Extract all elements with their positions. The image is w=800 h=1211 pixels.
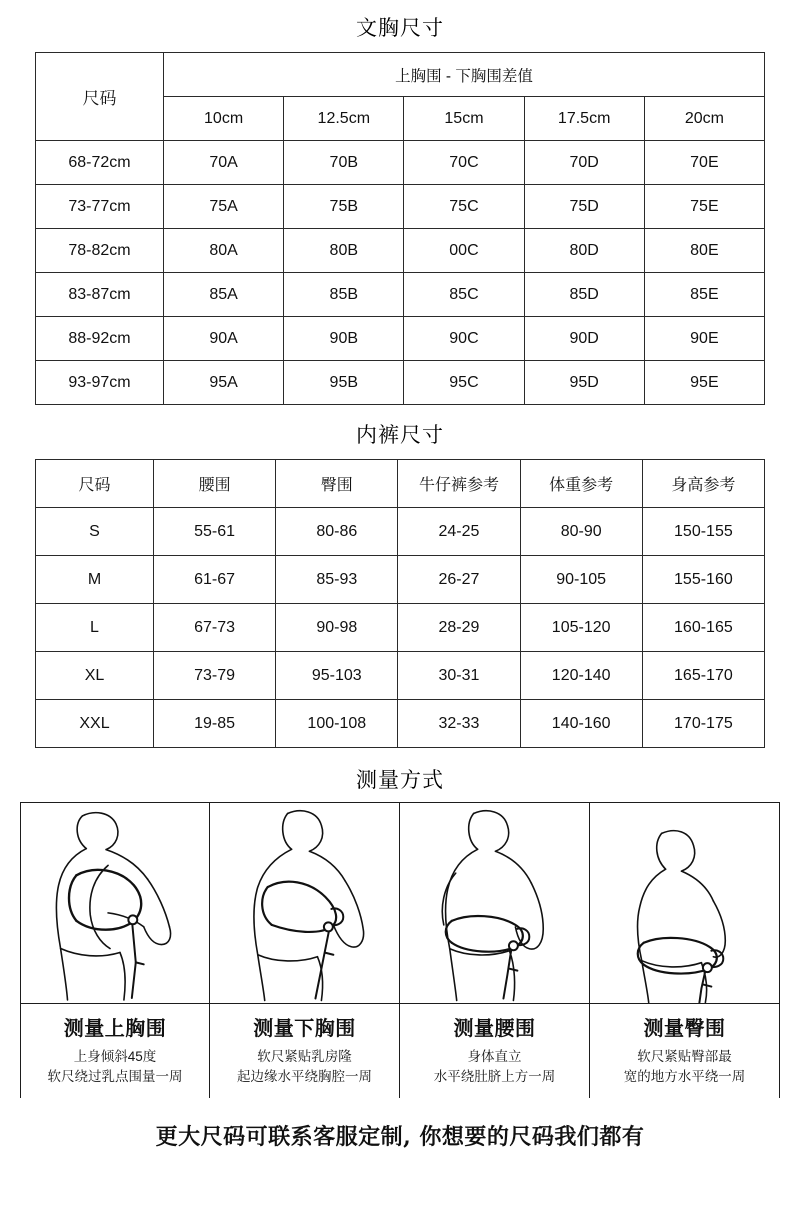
- measure-section-title: 测量方式: [356, 769, 444, 792]
- footer-note: 更大尺码可联系客服定制, 你想要的尺码我们都有: [155, 1123, 645, 1150]
- bra-cell: 80A: [164, 229, 284, 273]
- measure-caption-title: 测量腰围: [453, 1018, 536, 1040]
- upper-bust-measure-icon: [21, 803, 209, 1003]
- table-row: [36, 700, 765, 748]
- panty-cell: 73-79: [154, 652, 276, 700]
- measure-caption-line2: 起边缘水平绕胸腔一周: [237, 1069, 372, 1085]
- table-row: [36, 652, 765, 700]
- measure-caption-title: 测量上胸围: [63, 1018, 167, 1040]
- under-bust-measure-icon: [210, 803, 399, 1003]
- panty-cell: 90-98: [276, 604, 398, 652]
- bra-cell: 70D: [524, 141, 644, 185]
- bra-cell: 90E: [644, 317, 764, 361]
- panty-cell: 30-31: [398, 652, 520, 700]
- panty-cell: 165-170: [642, 652, 764, 700]
- measure-caption: [21, 1003, 209, 1098]
- bra-col-12-5cm: 12.5cm: [284, 97, 404, 141]
- table-row: [36, 604, 765, 652]
- panty-cell: M: [36, 556, 154, 604]
- panty-cell: 100-108: [276, 700, 398, 748]
- bra-cell: 70B: [284, 141, 404, 185]
- table-row: [36, 317, 765, 361]
- panty-cell: XL: [36, 652, 154, 700]
- panty-cell: 95-103: [276, 652, 398, 700]
- panty-cell: 32-33: [398, 700, 520, 748]
- measure-caption-line2: 水平绕肚脐上方一周: [433, 1069, 556, 1085]
- panty-cell: 90-105: [520, 556, 642, 604]
- panty-header-weight: 体重参考: [520, 460, 642, 508]
- panty-cell: 85-93: [276, 556, 398, 604]
- table-row: [36, 508, 765, 556]
- bra-cell: 80E: [644, 229, 764, 273]
- bra-row-label: 83-87cm: [36, 273, 164, 317]
- bra-cell: 75D: [524, 185, 644, 229]
- bra-cell: 85D: [524, 273, 644, 317]
- measure-item-upper-bust: [20, 803, 210, 1098]
- bra-cell: 80D: [524, 229, 644, 273]
- measure-caption: [590, 1003, 779, 1098]
- panty-section-title: 内裤尺寸: [356, 424, 444, 447]
- measure-caption: [210, 1003, 399, 1098]
- measure-caption: [400, 1003, 589, 1098]
- bra-cell: 75C: [404, 185, 524, 229]
- table-header-row: [36, 460, 765, 508]
- measure-caption-line1: 软尺紧贴臀部最: [637, 1049, 732, 1064]
- bra-cell: 85E: [644, 273, 764, 317]
- measure-caption-title: 测量下胸围: [253, 1018, 356, 1040]
- size-guide-page: [0, 12, 800, 1211]
- hip-measure-icon: [590, 803, 779, 1003]
- panty-cell: 150-155: [642, 508, 764, 556]
- bra-cell: 00C: [404, 229, 524, 273]
- bra-row-label: 68-72cm: [36, 141, 164, 185]
- bra-cell: 70E: [644, 141, 764, 185]
- panty-header-jeans: 牛仔裤参考: [398, 460, 520, 508]
- bra-cell: 90D: [524, 317, 644, 361]
- measure-item-under-bust: [210, 803, 400, 1098]
- panty-cell: 61-67: [154, 556, 276, 604]
- panty-cell: 28-29: [398, 604, 520, 652]
- table-row: [36, 185, 765, 229]
- panty-cell: 55-61: [154, 508, 276, 556]
- panty-cell: 80-90: [520, 508, 642, 556]
- panty-size-table: [35, 459, 765, 748]
- bra-cell: 95D: [524, 361, 644, 405]
- measure-caption-line2: 宽的地方水平绕一周: [623, 1069, 746, 1085]
- bra-cell: 75B: [284, 185, 404, 229]
- measure-caption-line1: 身体直立: [467, 1049, 522, 1064]
- table-row: [36, 556, 765, 604]
- bra-col-15cm: 15cm: [404, 97, 524, 141]
- panty-cell: 80-86: [276, 508, 398, 556]
- table-row: [36, 273, 765, 317]
- bra-cell: 75E: [644, 185, 764, 229]
- panty-header-hip: 臀围: [276, 460, 398, 508]
- bra-col-10cm: 10cm: [164, 97, 284, 141]
- panty-header-height: 身高参考: [642, 460, 764, 508]
- bra-cell: 95A: [164, 361, 284, 405]
- measure-item-hip: [590, 803, 780, 1098]
- panty-cell: XXL: [36, 700, 154, 748]
- table-row: [36, 229, 765, 273]
- table-row: [36, 141, 765, 185]
- bra-col-17-5cm: 17.5cm: [524, 97, 644, 141]
- panty-cell: 160-165: [642, 604, 764, 652]
- panty-cell: L: [36, 604, 154, 652]
- bra-cell: 70C: [404, 141, 524, 185]
- bra-size-table: [35, 52, 765, 405]
- bra-cell: 85A: [164, 273, 284, 317]
- measure-caption-title: 测量臀围: [643, 1018, 726, 1040]
- bra-cell: 95B: [284, 361, 404, 405]
- panty-cell: 67-73: [154, 604, 276, 652]
- bra-cell: 85B: [284, 273, 404, 317]
- panty-header-waist: 腰围: [154, 460, 276, 508]
- bra-row-label: 78-82cm: [36, 229, 164, 273]
- panty-cell: 26-27: [398, 556, 520, 604]
- measure-item-waist: [400, 803, 590, 1098]
- panty-cell: 170-175: [642, 700, 764, 748]
- panty-cell: 120-140: [520, 652, 642, 700]
- panty-cell: 19-85: [154, 700, 276, 748]
- panty-cell: 140-160: [520, 700, 642, 748]
- bra-header-diff: 上胸围 - 下胸围差值: [164, 53, 765, 97]
- waist-measure-icon: [400, 803, 589, 1003]
- bra-row-label: 88-92cm: [36, 317, 164, 361]
- panty-cell: 105-120: [520, 604, 642, 652]
- bra-cell: 75A: [164, 185, 284, 229]
- bra-cell: 85C: [404, 273, 524, 317]
- bra-cell: 95C: [404, 361, 524, 405]
- measure-caption-line1: 软尺紧贴乳房隆: [257, 1049, 352, 1064]
- bra-col-20cm: 20cm: [644, 97, 764, 141]
- bra-cell: 70A: [164, 141, 284, 185]
- measure-caption-line2: 软尺绕过乳点围量一周: [47, 1069, 183, 1085]
- measure-method-row: [20, 802, 780, 1098]
- bra-cell: 90A: [164, 317, 284, 361]
- bra-cell: 90C: [404, 317, 524, 361]
- bra-cell: 95E: [644, 361, 764, 405]
- table-header-row: [36, 53, 765, 97]
- panty-cell: 24-25: [398, 508, 520, 556]
- measure-caption-line1: 上身倾斜45度: [73, 1049, 157, 1064]
- bra-row-label: 93-97cm: [36, 361, 164, 405]
- bra-section-title: 文胸尺寸: [356, 17, 444, 40]
- bra-row-label: 73-77cm: [36, 185, 164, 229]
- bra-cell: 80B: [284, 229, 404, 273]
- panty-header-size: 尺码: [36, 460, 154, 508]
- panty-cell: S: [36, 508, 154, 556]
- panty-cell: 155-160: [642, 556, 764, 604]
- bra-cell: 90B: [284, 317, 404, 361]
- table-row: [36, 361, 765, 405]
- bra-header-size: 尺码: [36, 53, 164, 141]
